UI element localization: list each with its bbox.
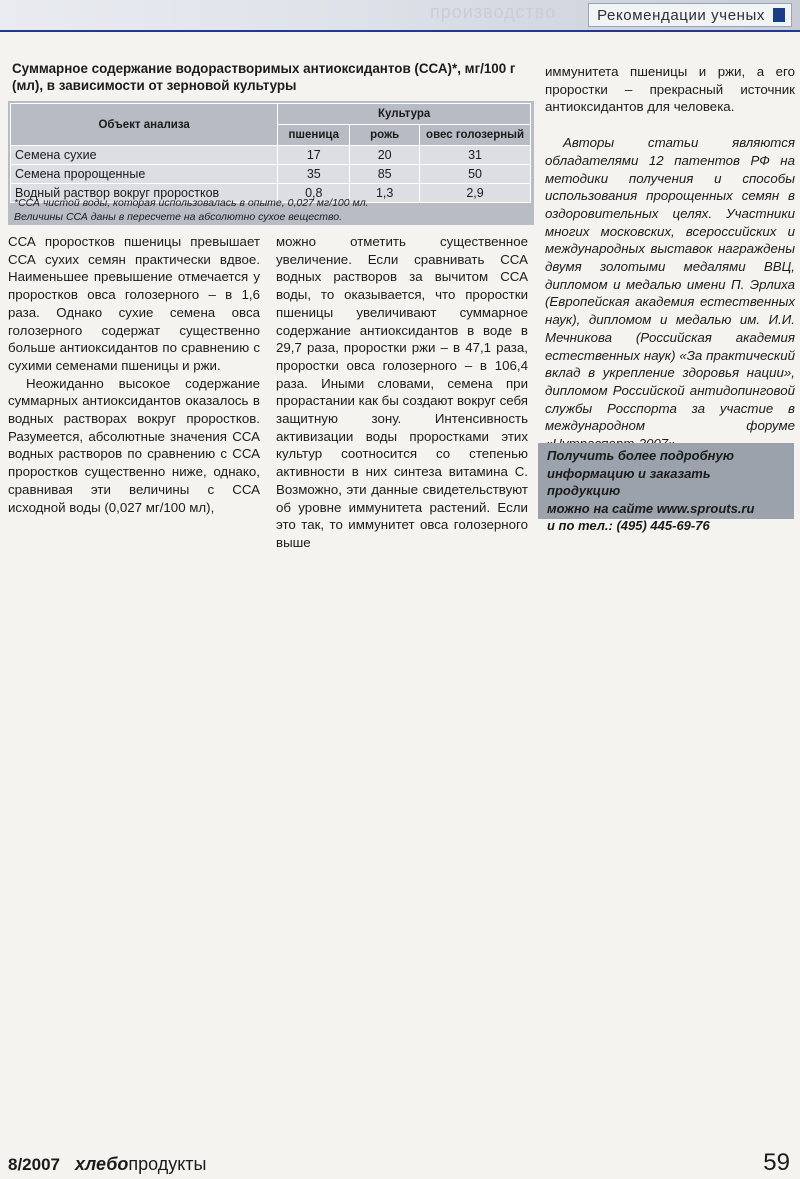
promo-line: Получить более подробную [547,448,734,463]
page-number: 59 [763,1149,790,1176]
table-header-oats: овес голозерный [420,125,531,146]
table-title: Суммарное содержание водорастворимых антиоксидантов (ССА)*, мг/100 г (мл), в зависимости от зерновой культуры [12,61,516,93]
table-notes [14,196,529,224]
cell-value: 31 [420,146,531,165]
magazine-name-light: продукты [128,1154,207,1174]
cell-value: 17 [278,146,350,165]
table-note-dry-matter: Величины ССА даны в пересчете на абсолютно сухое вещество. [14,211,342,223]
promo-text [547,447,787,535]
table-row [11,165,531,184]
paragraph: иммунитета пшеницы и ржи, а его проростки – прекрасный источник антиоксидантов для человека. [545,64,795,115]
table-row [11,146,531,165]
cell-value: 85 [350,165,420,184]
table-header-object: Объект анализа [11,104,278,146]
cell-value: 35 [278,165,350,184]
cell-value: 0,8 [278,184,350,203]
header-faded-text: производство [430,2,557,22]
promo-line: информацию и заказать продукцию [547,465,711,498]
section-label-text: Рекомендации ученых [597,6,765,24]
magazine-name-bold: хлебо [75,1154,129,1174]
paragraph: ССА проростков пшеницы превышает ССА сухих семян практически вдвое. Наименьшее превышение отмечается у проростков овса голозерного – в 1,6 раза. Однако сухие семена овса голозерного содержат существенно больше антиоксидантов по сравнению с сухими семенами пшеницы и ржи. [8,234,260,373]
paragraph: Неожиданно высокое содержание суммарных антиоксидантов оказалось в водных растворах вокруг проростков. Разумеется, абсолютные значения ССА водных растворов по сравнению с ССА проростков существенно ниже, однако, сравнивая эти величины с ССА исходной воды (0,027 мг/100 мл), [8,375,260,515]
cell-value: 50 [420,165,531,184]
row-label: Семена пророщенные [11,165,278,184]
article-column-2 [276,233,528,552]
cell-value: 2,9 [420,184,531,203]
table-header-wheat: пшеница [278,125,350,146]
authors-note: Авторы статьи являются обладателями 12 патентов РФ на методики получения и способы использования пророщенных семян в оздоровительных целях. Участники многих московских, всероссийских и международных выставок награждены двумя золотыми медалями ВВЦ, дипломом и медалью имени П. Эрлиха (Европейская академия естественных наук), дипломом и медалью им. И.И. Мечникова (Российская академия естественных наук) «За практический вклад в укрепление здоровья нации», дипломом Российской антидопинговой службы Росспорта за участие в международном форуме [545,135,795,434]
cell-value: 1,3 [350,184,420,203]
paragraph: можно отметить существенное увеличение. Если сравнивать ССА водных растворов за вычитом ССА воды, то оказывается, что проростки пшеницы увеличивают суммарное содержание антиоксидантов в воде в 29,7 раза, проростки ржи – в 47,1 раза, проростки овса голозерного – в 106,4 раза. Иными словами, семена при прорастании как бы создают вокруг себя защитную зону. Интенсивность активизации воды проростками этих культур соотносится со степенью активности в них синтеза витамина С. Возможно, эти данные свидетельствуют об уровне иммунитета растений. Если это так, то иммунитет овса голозерного выше [276,234,528,550]
section-label [588,3,792,27]
article-column-3 [545,63,795,453]
row-label: Семена сухие [11,146,278,165]
table-header-rye: рожь [350,125,420,146]
header-rule [0,30,800,32]
issue-number: 8/2007 [8,1155,60,1174]
section-square-icon [773,8,785,22]
magazine-name [75,1154,206,1175]
promo-phone-line[interactable]: и по тел.: (495) 445-69-76 [547,518,710,533]
antioxidant-table [10,103,531,203]
row-label: Водный раствор вокруг проростков [11,184,278,203]
article-column-1 [8,233,260,516]
promo-website-line[interactable]: можно на сайте www.sprouts.ru [547,500,755,516]
cell-value: 20 [350,146,420,165]
table-header-culture: Культура [278,104,531,125]
table-note-water: *ССА чистой воды, которая использовалась в опыте, 0,027 мг/100 мл. [14,197,369,209]
